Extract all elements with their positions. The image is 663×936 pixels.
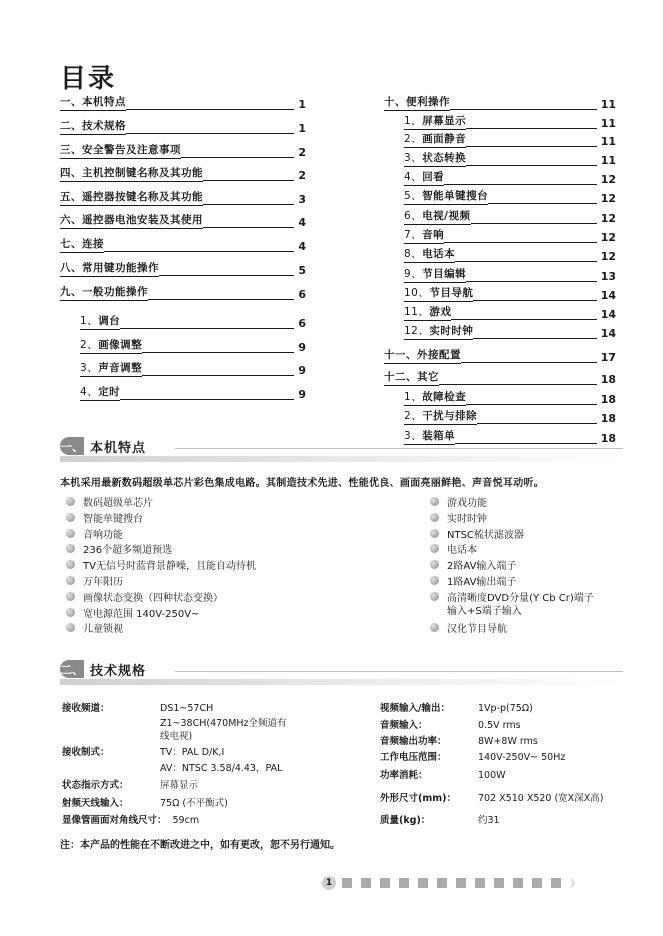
toc-entry xyxy=(404,150,616,167)
toc-entry-label xyxy=(404,227,444,244)
toc-entry-number: 3、 xyxy=(404,152,423,164)
toc-entry-label: 二、技术规格 xyxy=(60,118,126,135)
toc-leader-line xyxy=(142,374,294,376)
toc-entry-label xyxy=(404,285,473,302)
toc-entry xyxy=(80,337,306,354)
toc-page-number: 9 xyxy=(298,388,306,401)
footer-square xyxy=(342,878,352,888)
toc-leader-line xyxy=(120,398,294,400)
spec-row xyxy=(62,715,287,729)
bullet-icon xyxy=(430,592,439,601)
toc-entry-number: 4、 xyxy=(404,171,423,183)
toc-page-number: 12 xyxy=(600,250,616,263)
feature-text: 万年阳历 xyxy=(83,577,123,588)
bullet-icon xyxy=(66,623,75,632)
feature-item xyxy=(66,589,223,604)
toc-leader-line xyxy=(455,442,597,444)
spec-value: AV：NTSC 3.58/4.43，PAL xyxy=(160,763,283,774)
toc-leader-line xyxy=(148,298,294,300)
toc-leader-line xyxy=(203,179,294,181)
toc-entry-number: 3、 xyxy=(404,430,423,442)
bullet-icon xyxy=(66,592,75,601)
toc-leader-line xyxy=(450,108,597,110)
toc-leader-line xyxy=(471,222,597,224)
toc-entry-number: 9、 xyxy=(404,268,423,280)
toc-entry-label: 八、常用键功能操作 xyxy=(60,260,159,277)
feature-item xyxy=(430,494,487,509)
feature-item xyxy=(430,620,507,635)
toc-entry-number: 5、 xyxy=(404,190,423,202)
toc-page-number: 9 xyxy=(298,341,306,354)
feature-item xyxy=(430,557,516,572)
toc-page-number: 1 xyxy=(298,122,306,135)
toc-page-number: 6 xyxy=(298,317,306,330)
section-title: 本机特点 xyxy=(90,440,147,456)
toc-leader-line xyxy=(203,226,294,228)
toc-entry-text: 故障检查 xyxy=(422,391,467,403)
toc-entry-label xyxy=(80,337,142,354)
toc-entry xyxy=(404,266,616,283)
toc-entry xyxy=(60,236,306,253)
footer-square xyxy=(475,878,485,888)
toc-entry-number: 8、 xyxy=(404,248,423,260)
feature-text: 智能单键搜台 xyxy=(83,513,143,525)
toc-page-number: 6 xyxy=(298,288,306,301)
toc-page-number: 18 xyxy=(600,412,616,425)
toc-entry-label xyxy=(404,266,466,283)
toc-page-number: 2 xyxy=(298,146,306,159)
toc-entry xyxy=(60,212,306,229)
feature-text: 实时时钟 xyxy=(447,514,487,525)
toc-entry-label xyxy=(404,113,466,130)
toc-page-number: 11 xyxy=(600,117,616,130)
toc-leader-line xyxy=(466,280,597,282)
footer-square xyxy=(494,878,504,888)
spec-row xyxy=(380,733,538,747)
toc-page-number: 5 xyxy=(298,264,306,277)
toc-leader-line xyxy=(444,241,597,243)
toc-entry-number: 7、 xyxy=(404,229,423,241)
feature-item xyxy=(66,526,123,541)
feature-text: 电话本 xyxy=(447,545,477,556)
footer-square xyxy=(437,878,447,888)
toc-entry-label: 九、一般功能操作 xyxy=(60,284,148,301)
spec-row xyxy=(380,717,521,731)
feature-item xyxy=(66,494,153,509)
toc-page-number: 14 xyxy=(600,308,616,321)
toc-entry-number: 2、 xyxy=(80,339,99,351)
bullet-icon xyxy=(66,497,75,506)
toc-entry-label xyxy=(404,188,488,205)
spec-value: 59cm xyxy=(172,815,200,826)
toc-entry xyxy=(404,304,616,321)
toc-page-number: 4 xyxy=(298,216,306,229)
toc-leader-line xyxy=(104,250,294,252)
toc-entry-text: 回看 xyxy=(422,171,445,183)
toc-entry xyxy=(384,369,616,386)
toc-entry-label xyxy=(80,360,142,377)
spec-row xyxy=(62,760,282,774)
bullet-icon xyxy=(66,560,75,569)
toc-page-number: 12 xyxy=(600,192,616,205)
feature-text: 儿童锁视 xyxy=(83,624,123,636)
footer-square xyxy=(513,878,523,888)
toc-entry xyxy=(60,260,306,277)
bullet-icon xyxy=(430,623,439,632)
toc-entry-label xyxy=(404,323,473,340)
toc-leader-line xyxy=(473,337,596,339)
feature-text: 汉化节目导航 xyxy=(447,624,507,635)
spec-row xyxy=(380,812,500,826)
toc-page-number: 11 xyxy=(600,154,616,167)
toc-entry xyxy=(384,347,616,364)
bullet-icon xyxy=(430,497,439,506)
toc-page-number: 14 xyxy=(600,289,616,302)
toc-page-number: 12 xyxy=(600,212,616,225)
toc-entry-text: 定时 xyxy=(98,386,121,398)
toc-leader-line xyxy=(159,274,294,276)
spec-value: DS1~57CH xyxy=(160,703,214,714)
footer-square xyxy=(551,878,561,888)
spec-row xyxy=(62,812,199,826)
toc-entry xyxy=(80,360,306,377)
spec-value: 140V-250V~ 50Hz xyxy=(478,752,566,763)
toc-leader-line xyxy=(466,145,597,147)
spec-row xyxy=(380,767,506,781)
toc-entry xyxy=(404,208,616,225)
toc-page-number: 17 xyxy=(600,351,616,364)
toc-entry xyxy=(404,169,616,186)
toc-entry-text: 调台 xyxy=(98,315,121,327)
toc-entry-label xyxy=(404,304,451,321)
bullet-icon xyxy=(430,513,439,522)
toc-leader-line xyxy=(120,327,294,329)
toc-entry xyxy=(404,131,616,148)
feature-text: 1路AV输出端子 xyxy=(447,577,517,588)
feature-text: 游戏功能 xyxy=(447,498,487,509)
section-header-specs xyxy=(60,660,146,678)
bullet-icon xyxy=(66,529,75,538)
bullet-icon xyxy=(66,544,75,553)
section-underline xyxy=(60,679,620,685)
toc-entry-number: 1、 xyxy=(404,391,423,403)
toc-entry-number: 3、 xyxy=(80,362,99,374)
spec-key: 接收制式： xyxy=(62,747,110,758)
spec-value: 线电视) xyxy=(160,731,193,742)
feature-item xyxy=(430,510,487,525)
toc-leader-line xyxy=(455,260,597,262)
toc-page-number: 4 xyxy=(298,240,306,253)
toc-leader-line xyxy=(466,164,597,166)
toc-page-number: 11 xyxy=(600,98,616,111)
spec-key: 音频输出功率： xyxy=(380,736,447,747)
toc-entry-label: 七、连接 xyxy=(60,236,104,253)
toc-page-number: 11 xyxy=(600,135,616,148)
toc-entry-text: 装箱单 xyxy=(422,430,456,442)
bullet-icon xyxy=(66,576,75,585)
spec-value: 1Vp-p(75Ω) xyxy=(478,703,533,714)
spec-key: 显像管画面对角线尺寸： xyxy=(62,815,167,826)
spec-row xyxy=(62,795,228,809)
spec-row xyxy=(62,728,192,742)
toc-leader-line xyxy=(439,383,597,385)
feature-text: 画像状态变换（四种状态变换） xyxy=(83,592,223,604)
page-footer xyxy=(322,875,580,890)
toc-entry-label xyxy=(80,384,120,401)
spec-row xyxy=(62,700,213,714)
toc-leader-line xyxy=(451,318,596,320)
spec-value: 100W xyxy=(478,770,506,781)
section-header-features xyxy=(60,437,146,455)
spec-key: 射频天线输入： xyxy=(62,798,129,809)
toc-entry xyxy=(60,189,306,206)
section-number-badge: 一、 xyxy=(60,437,84,455)
toc-page-number: 12 xyxy=(600,173,616,186)
toc-entry-text: 屏幕显示 xyxy=(422,115,467,127)
toc-page-number: 13 xyxy=(600,270,616,283)
section-divider xyxy=(175,671,623,672)
toc-entry-text: 实时时钟 xyxy=(429,325,474,337)
feature-text: 236个超多频道预选 xyxy=(83,545,173,557)
toc-entry-text: 节目编辑 xyxy=(422,268,467,280)
toc-leader-line xyxy=(488,202,597,204)
toc-entry xyxy=(80,313,306,330)
footer-square xyxy=(361,878,371,888)
toc-leader-line xyxy=(466,127,597,129)
toc-entry-number: 1、 xyxy=(80,315,99,327)
toc-leader-line xyxy=(126,108,294,110)
spec-key: 质量(kg)： xyxy=(380,815,431,826)
spec-key: 视频输入/输出： xyxy=(380,703,450,714)
bullet-icon xyxy=(430,544,439,553)
toc-entry-label xyxy=(404,169,444,186)
section-underline xyxy=(60,456,620,462)
feature-item xyxy=(430,573,516,588)
toc-page-number: 14 xyxy=(600,327,616,340)
toc-entry-label xyxy=(404,150,466,167)
intro-text: 本机采用最新数码超级单芯片彩色集成电路。其制造技术先进、性能优良、画面亮丽鲜艳、声音悦耳动听。 xyxy=(60,478,545,489)
toc-entry-text: 状态转换 xyxy=(422,152,467,164)
footnote: 注：本产品的性能在不断改进之中，如有更改，恕不另行通知。 xyxy=(60,840,340,851)
footer-square xyxy=(532,878,542,888)
spec-row xyxy=(62,744,224,758)
page-number: 1 xyxy=(322,876,336,890)
toc-entry-text: 画像调整 xyxy=(98,339,143,351)
spec-value: 屏幕显示 xyxy=(160,780,199,791)
toc-entry-number: 2、 xyxy=(404,133,423,145)
page-title: 目录 xyxy=(60,64,117,94)
spec-value: 702 X510 X520 (宽X深X高) xyxy=(478,793,604,804)
toc-entry-number: 1、 xyxy=(404,115,423,127)
feature-item xyxy=(66,557,256,572)
toc-entry xyxy=(404,246,616,263)
toc-entry xyxy=(404,389,616,406)
bullet-icon xyxy=(430,576,439,585)
toc-entry xyxy=(60,165,306,182)
feature-text: 音响功能 xyxy=(83,529,123,541)
toc-entry-label: 一、本机特点 xyxy=(60,94,126,111)
toc-page-number: 12 xyxy=(600,231,616,244)
footer-square xyxy=(456,878,466,888)
toc-entry-label: 十、便利操作 xyxy=(384,94,450,111)
toc-entry-text: 节目导航 xyxy=(429,287,474,299)
toc-leader-line xyxy=(477,422,597,424)
toc-entry-label: 四、主机控制键名称及其功能 xyxy=(60,165,203,182)
toc-page-number: 2 xyxy=(298,169,306,182)
spec-value: 8W+8W rms xyxy=(478,736,538,747)
section-title: 技术规格 xyxy=(90,663,147,679)
toc-entry-number: 10、 xyxy=(404,287,430,299)
footer-square xyxy=(399,878,409,888)
toc-entry-number: 12、 xyxy=(404,325,430,337)
feature-text: TV无信号时蓝背景静噪，且能自动待机 xyxy=(83,561,256,573)
toc-entry-label xyxy=(404,246,455,263)
toc-entry xyxy=(404,188,616,205)
spec-key: 状态指示方式： xyxy=(62,780,129,791)
footer-square xyxy=(418,878,428,888)
toc-leader-line xyxy=(181,156,294,158)
spec-key: 接收频道： xyxy=(62,703,110,714)
feature-item xyxy=(66,573,123,588)
toc-leader-line xyxy=(142,351,294,353)
toc-entry xyxy=(384,94,616,111)
spec-value: 0.5V rms xyxy=(478,720,521,731)
spec-row xyxy=(62,777,198,791)
toc-page-number: 9 xyxy=(298,364,306,377)
toc-entry xyxy=(404,323,616,340)
section-number-badge: 二、 xyxy=(60,660,84,678)
toc-page-number: 18 xyxy=(600,393,616,406)
bullet-icon xyxy=(66,608,75,617)
toc-entry-text: 电话本 xyxy=(422,248,456,260)
toc-entry-number: 6、 xyxy=(404,210,423,222)
toc-entry-text: 声音调整 xyxy=(98,362,143,374)
toc-entry-number: 2、 xyxy=(404,410,423,422)
toc-leader-line xyxy=(126,132,294,134)
toc-entry xyxy=(404,113,616,130)
toc-leader-line xyxy=(473,299,596,301)
toc-entry xyxy=(60,284,306,301)
feature-text: 数码超级单芯片 xyxy=(83,498,153,509)
toc-entry-number: 4、 xyxy=(80,386,99,398)
toc-entry xyxy=(404,227,616,244)
spec-value: 75Ω (不平衡式) xyxy=(160,798,228,809)
toc-leader-line xyxy=(203,203,294,205)
end-mark: 》 xyxy=(570,879,580,890)
spec-key: 音频输入： xyxy=(380,720,428,731)
feature-text: 高清晰度DVD分量(Y Cb Cr)端子 xyxy=(447,593,594,604)
toc-entry-label: 十一、外接配置 xyxy=(384,347,461,364)
toc-leader-line xyxy=(444,183,597,185)
spec-value: TV：PAL D/K,I xyxy=(160,747,225,758)
toc-entry xyxy=(404,408,616,425)
feature-item xyxy=(66,510,143,525)
spec-row xyxy=(380,700,533,714)
feature-item xyxy=(66,605,199,620)
toc-entry-label: 十二、其它 xyxy=(384,369,439,386)
toc-entry-text: 音响 xyxy=(422,229,445,241)
toc-entry xyxy=(80,384,306,401)
toc-entry-label xyxy=(404,131,466,148)
toc-entry xyxy=(60,142,306,159)
feature-text: NTSC梳状滤波器 xyxy=(447,530,524,541)
toc-entry xyxy=(60,118,306,135)
bullet-icon xyxy=(430,529,439,538)
toc-entry-text: 游戏 xyxy=(429,306,452,318)
toc-entry-text: 智能单键搜台 xyxy=(422,190,489,202)
toc-entry-text: 干扰与排除 xyxy=(422,410,478,422)
toc-entry xyxy=(404,428,616,445)
bullet-icon xyxy=(430,560,439,569)
toc-entry-text: 画面静音 xyxy=(422,133,467,145)
feature-item xyxy=(430,526,524,541)
toc-entry-number: 11、 xyxy=(404,306,430,318)
feature-item xyxy=(66,620,123,635)
toc-entry xyxy=(60,94,306,111)
toc-page-number: 18 xyxy=(600,432,616,445)
spec-value: 约31 xyxy=(478,815,500,826)
spec-key: 功率消耗： xyxy=(380,770,428,781)
toc-entry-label: 五、遥控器按键名称及其功能 xyxy=(60,189,203,206)
footer-square xyxy=(380,878,390,888)
feature-item xyxy=(66,541,172,556)
toc-entry-label xyxy=(80,313,120,330)
section-divider xyxy=(175,448,623,449)
feature-item xyxy=(430,541,477,556)
spec-value: Z1~38CH(470MHz全频道有 xyxy=(160,718,287,729)
toc-entry-text: 电视/视频 xyxy=(422,210,471,222)
feature-item xyxy=(430,602,522,617)
spec-row xyxy=(380,749,565,763)
toc-entry-label: 六、遥控器电池安装及其使用 xyxy=(60,212,203,229)
toc-entry-label xyxy=(404,389,466,406)
feature-text: 宽电源范围 140V-250V~ xyxy=(83,608,200,620)
bullet-icon xyxy=(66,513,75,522)
toc-page-number: 3 xyxy=(298,193,306,206)
spec-key: 工作电压范围： xyxy=(380,752,447,763)
toc-entry-label xyxy=(404,428,455,445)
toc-page-number: 1 xyxy=(298,98,306,111)
toc-page-number: 18 xyxy=(600,373,616,386)
toc-entry-label: 三、安全警告及注意事项 xyxy=(60,142,181,159)
toc-leader-line xyxy=(466,403,597,405)
feature-text: 输入+S端子输入 xyxy=(447,606,522,617)
spec-row xyxy=(380,790,603,804)
toc-entry-label xyxy=(404,408,477,425)
toc-leader-line xyxy=(461,361,597,363)
toc-entry-label xyxy=(404,208,471,225)
feature-text: 2路AV输入端子 xyxy=(447,561,517,572)
spec-key: 外形尺寸(mm)： xyxy=(380,793,456,804)
toc-entry xyxy=(404,285,616,302)
